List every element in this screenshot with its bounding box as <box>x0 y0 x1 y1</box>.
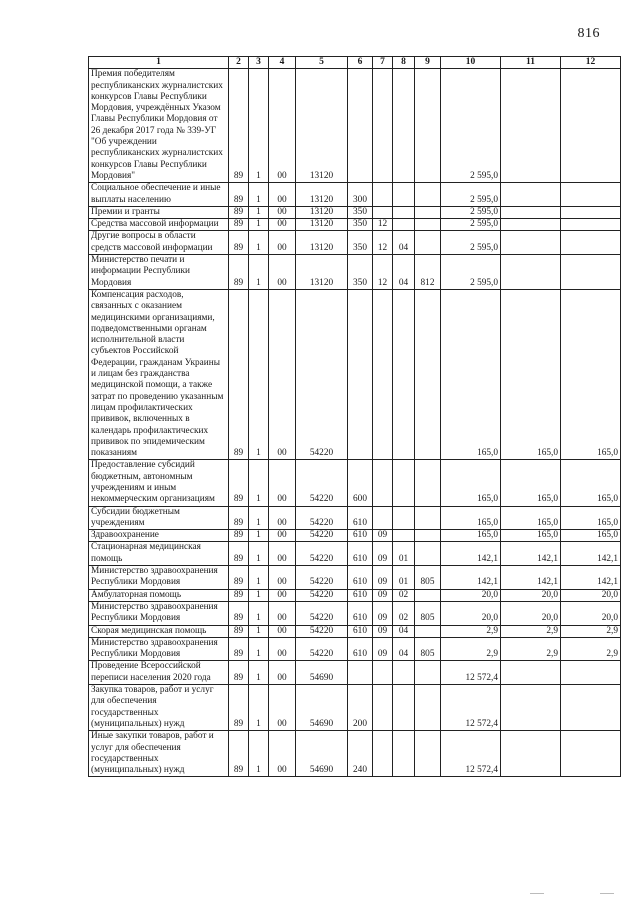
cell-col-6 <box>348 661 373 685</box>
cell-col-7 <box>373 206 393 218</box>
cell-col-7 <box>373 506 393 530</box>
cell-col-11: 165,0 <box>501 506 561 530</box>
cell-col-11 <box>501 685 561 731</box>
row-name: Премии и гранты <box>89 206 229 218</box>
table-row <box>89 231 621 255</box>
cell-col-2: 89 <box>229 231 249 255</box>
cell-col-11 <box>501 231 561 255</box>
cell-col-2: 89 <box>229 289 249 459</box>
cell-col-7: 09 <box>373 601 393 625</box>
column-header-7: 7 <box>373 57 393 69</box>
cell-col-4: 00 <box>269 731 296 777</box>
cell-col-4: 00 <box>269 530 296 542</box>
cell-col-5: 54220 <box>296 542 348 566</box>
cell-col-12 <box>561 69 621 183</box>
cell-col-10: 2 595,0 <box>441 219 501 231</box>
cell-col-12 <box>561 231 621 255</box>
row-name: Скорая медицинская помощь <box>89 625 229 637</box>
cell-col-4: 00 <box>269 601 296 625</box>
row-name: Министерство здравоохранения Республики Мордовия <box>89 566 229 590</box>
cell-col-7 <box>373 460 393 506</box>
cell-col-4: 00 <box>269 685 296 731</box>
cell-col-2: 89 <box>229 460 249 506</box>
cell-col-8 <box>393 731 415 777</box>
cell-col-2: 89 <box>229 69 249 183</box>
cell-col-6: 350 <box>348 231 373 255</box>
column-header-1: 1 <box>89 57 229 69</box>
cell-col-2: 89 <box>229 530 249 542</box>
cell-col-6: 610 <box>348 601 373 625</box>
table-row <box>89 637 621 661</box>
cell-col-9 <box>415 231 441 255</box>
cell-col-12: 142,1 <box>561 566 621 590</box>
cell-col-5: 54220 <box>296 589 348 601</box>
cell-col-2: 89 <box>229 661 249 685</box>
cell-col-11 <box>501 183 561 207</box>
cell-col-5: 13120 <box>296 206 348 218</box>
row-name: Амбулаторная помощь <box>89 589 229 601</box>
table-row <box>89 255 621 290</box>
cell-col-9 <box>415 289 441 459</box>
cell-col-12 <box>561 661 621 685</box>
row-name: Социальное обеспечение и иные выплаты населению <box>89 183 229 207</box>
cell-col-5: 13120 <box>296 219 348 231</box>
cell-col-10: 165,0 <box>441 530 501 542</box>
cell-col-9: 805 <box>415 566 441 590</box>
cell-col-5: 13120 <box>296 69 348 183</box>
cell-col-7: 09 <box>373 530 393 542</box>
cell-col-3: 1 <box>249 460 269 506</box>
cell-col-3: 1 <box>249 566 269 590</box>
cell-col-8 <box>393 530 415 542</box>
cell-col-7: 09 <box>373 637 393 661</box>
cell-col-10: 12 572,4 <box>441 731 501 777</box>
cell-col-2: 89 <box>229 731 249 777</box>
cell-col-7: 12 <box>373 255 393 290</box>
cell-col-6: 350 <box>348 219 373 231</box>
cell-col-7: 09 <box>373 542 393 566</box>
cell-col-6: 300 <box>348 183 373 207</box>
cell-col-2: 89 <box>229 183 249 207</box>
column-header-10: 10 <box>441 57 501 69</box>
cell-col-8: 04 <box>393 625 415 637</box>
cell-col-9: 805 <box>415 601 441 625</box>
cell-col-11: 20,0 <box>501 601 561 625</box>
cell-col-10: 12 572,4 <box>441 661 501 685</box>
cell-col-7: 09 <box>373 589 393 601</box>
table-row <box>89 589 621 601</box>
cell-col-11: 165,0 <box>501 530 561 542</box>
cell-col-2: 89 <box>229 255 249 290</box>
cell-col-7 <box>373 661 393 685</box>
cell-col-5: 13120 <box>296 231 348 255</box>
cell-col-4: 00 <box>269 289 296 459</box>
column-header-9: 9 <box>415 57 441 69</box>
table-row <box>89 289 621 459</box>
cell-col-9 <box>415 460 441 506</box>
row-name: Закупка товаров, работ и услуг для обеспечения государственных (муниципальных) нужд <box>89 685 229 731</box>
row-name: Стационарная медицинская помощь <box>89 542 229 566</box>
cell-col-2: 89 <box>229 589 249 601</box>
cell-col-9 <box>415 219 441 231</box>
cell-col-10: 2 595,0 <box>441 255 501 290</box>
cell-col-4: 00 <box>269 589 296 601</box>
cell-col-8 <box>393 206 415 218</box>
cell-col-8: 04 <box>393 231 415 255</box>
table-row <box>89 206 621 218</box>
cell-col-12 <box>561 255 621 290</box>
cell-col-3: 1 <box>249 183 269 207</box>
cell-col-3: 1 <box>249 542 269 566</box>
cell-col-8: 04 <box>393 637 415 661</box>
cell-col-2: 89 <box>229 625 249 637</box>
cell-col-7: 12 <box>373 219 393 231</box>
cell-col-9 <box>415 530 441 542</box>
cell-col-5: 54220 <box>296 566 348 590</box>
cell-col-11: 2,9 <box>501 637 561 661</box>
cell-col-2: 89 <box>229 601 249 625</box>
row-name: Субсидии бюджетным учреждениям <box>89 506 229 530</box>
cell-col-9 <box>415 731 441 777</box>
cell-col-11 <box>501 731 561 777</box>
cell-col-7: 09 <box>373 566 393 590</box>
table-row <box>89 625 621 637</box>
cell-col-2: 89 <box>229 542 249 566</box>
cell-col-6: 600 <box>348 460 373 506</box>
cell-col-11: 142,1 <box>501 566 561 590</box>
cell-col-4: 00 <box>269 231 296 255</box>
cell-col-10: 2 595,0 <box>441 69 501 183</box>
cell-col-12: 2,9 <box>561 625 621 637</box>
cell-col-4: 00 <box>269 183 296 207</box>
column-header-2: 2 <box>229 57 249 69</box>
cell-col-4: 00 <box>269 69 296 183</box>
cell-col-8 <box>393 685 415 731</box>
cell-col-5: 13120 <box>296 183 348 207</box>
cell-col-5: 54690 <box>296 731 348 777</box>
cell-col-6 <box>348 289 373 459</box>
cell-col-10: 2 595,0 <box>441 183 501 207</box>
cell-col-12 <box>561 206 621 218</box>
scan-mark <box>530 893 544 894</box>
cell-col-4: 00 <box>269 542 296 566</box>
cell-col-12: 20,0 <box>561 589 621 601</box>
cell-col-12: 142,1 <box>561 542 621 566</box>
cell-col-5: 54220 <box>296 530 348 542</box>
column-header-3: 3 <box>249 57 269 69</box>
row-name: Иные закупки товаров, работ и услуг для обеспечения государственных (муниципальных) нужд <box>89 731 229 777</box>
cell-col-10: 12 572,4 <box>441 685 501 731</box>
cell-col-2: 89 <box>229 685 249 731</box>
cell-col-11 <box>501 69 561 183</box>
cell-col-8 <box>393 219 415 231</box>
cell-col-4: 00 <box>269 460 296 506</box>
cell-col-4: 00 <box>269 219 296 231</box>
cell-col-8 <box>393 183 415 207</box>
cell-col-8 <box>393 460 415 506</box>
cell-col-8: 04 <box>393 255 415 290</box>
cell-col-11 <box>501 661 561 685</box>
cell-col-6: 240 <box>348 731 373 777</box>
cell-col-9 <box>415 542 441 566</box>
cell-col-4: 00 <box>269 637 296 661</box>
cell-col-12 <box>561 685 621 731</box>
table-row <box>89 460 621 506</box>
cell-col-6: 610 <box>348 625 373 637</box>
row-name: Компенсация расходов, связанных с оказанием медицинскими организациями, подведомственными органам исполнительной власти субъектов Российской Федерации, гражданам Украины и лицам без гражданства медицинской помощи, а также затрат по проведению указанным лицам профилактических прививок, включенных в календарь профилактических прививок по эпидемическим показаниям <box>89 289 229 459</box>
cell-col-5: 54690 <box>296 685 348 731</box>
cell-col-5: 54220 <box>296 625 348 637</box>
cell-col-3: 1 <box>249 601 269 625</box>
cell-col-11: 2,9 <box>501 625 561 637</box>
cell-col-9 <box>415 661 441 685</box>
cell-col-6: 610 <box>348 637 373 661</box>
row-name: Другие вопросы в области средств массовой информации <box>89 231 229 255</box>
cell-col-12: 20,0 <box>561 601 621 625</box>
cell-col-8 <box>393 289 415 459</box>
table-row <box>89 601 621 625</box>
cell-col-9: 805 <box>415 637 441 661</box>
cell-col-4: 00 <box>269 661 296 685</box>
table-header-row <box>89 57 621 69</box>
cell-col-3: 1 <box>249 69 269 183</box>
cell-col-2: 89 <box>229 206 249 218</box>
cell-col-6: 610 <box>348 506 373 530</box>
cell-col-8 <box>393 69 415 183</box>
cell-col-6: 610 <box>348 542 373 566</box>
cell-col-11 <box>501 255 561 290</box>
cell-col-10: 2 595,0 <box>441 231 501 255</box>
cell-col-4: 00 <box>269 206 296 218</box>
cell-col-8 <box>393 506 415 530</box>
cell-col-10: 165,0 <box>441 506 501 530</box>
cell-col-6: 610 <box>348 566 373 590</box>
budget-table <box>88 56 621 777</box>
table-row <box>89 685 621 731</box>
cell-col-9 <box>415 69 441 183</box>
cell-col-2: 89 <box>229 566 249 590</box>
cell-col-7 <box>373 183 393 207</box>
table-row <box>89 731 621 777</box>
cell-col-3: 1 <box>249 661 269 685</box>
row-name: Премия победителям республиканских журналистских конкурсов Главы Республики Мордовия, учреждённых Указом Главы Республики Мордовия от 26 декабря 2017 года № 339-УГ "Об учреждении республиканских журналистских конкурсов Главы Республики Мордовия" <box>89 69 229 183</box>
row-name: Министерство печати и информации Республики Мордовия <box>89 255 229 290</box>
cell-col-11 <box>501 206 561 218</box>
cell-col-12 <box>561 731 621 777</box>
cell-col-6: 200 <box>348 685 373 731</box>
cell-col-9 <box>415 506 441 530</box>
cell-col-2: 89 <box>229 637 249 661</box>
cell-col-7 <box>373 69 393 183</box>
cell-col-8: 02 <box>393 589 415 601</box>
cell-col-4: 00 <box>269 255 296 290</box>
cell-col-7 <box>373 289 393 459</box>
table-row <box>89 69 621 183</box>
cell-col-8 <box>393 661 415 685</box>
cell-col-5: 54220 <box>296 506 348 530</box>
cell-col-10: 165,0 <box>441 460 501 506</box>
cell-col-10: 20,0 <box>441 589 501 601</box>
cell-col-3: 1 <box>249 685 269 731</box>
column-header-5: 5 <box>296 57 348 69</box>
cell-col-5: 54220 <box>296 637 348 661</box>
cell-col-9 <box>415 183 441 207</box>
cell-col-3: 1 <box>249 289 269 459</box>
row-name: Министерство здравоохранения Республики Мордовия <box>89 601 229 625</box>
cell-col-3: 1 <box>249 589 269 601</box>
cell-col-5: 54220 <box>296 601 348 625</box>
cell-col-5: 54690 <box>296 661 348 685</box>
table-row <box>89 506 621 530</box>
table-row <box>89 183 621 207</box>
cell-col-12: 165,0 <box>561 506 621 530</box>
cell-col-3: 1 <box>249 530 269 542</box>
table-row <box>89 566 621 590</box>
cell-col-3: 1 <box>249 731 269 777</box>
cell-col-3: 1 <box>249 231 269 255</box>
cell-col-9: 812 <box>415 255 441 290</box>
row-name: Министерство здравоохранения Республики Мордовия <box>89 637 229 661</box>
scan-mark <box>600 893 614 894</box>
cell-col-7 <box>373 685 393 731</box>
cell-col-6: 350 <box>348 206 373 218</box>
cell-col-2: 89 <box>229 219 249 231</box>
row-name: Предоставление субсидий бюджетным, автономным учреждениям и иным некоммерческим организациям <box>89 460 229 506</box>
cell-col-4: 00 <box>269 566 296 590</box>
cell-col-12: 2,9 <box>561 637 621 661</box>
cell-col-10: 2 595,0 <box>441 206 501 218</box>
cell-col-11: 165,0 <box>501 460 561 506</box>
cell-col-3: 1 <box>249 625 269 637</box>
cell-col-4: 00 <box>269 506 296 530</box>
cell-col-11: 142,1 <box>501 542 561 566</box>
cell-col-8: 01 <box>393 566 415 590</box>
table-row <box>89 542 621 566</box>
column-header-8: 8 <box>393 57 415 69</box>
cell-col-10: 20,0 <box>441 601 501 625</box>
page-number: 816 <box>577 26 600 41</box>
cell-col-12 <box>561 219 621 231</box>
cell-col-10: 142,1 <box>441 566 501 590</box>
cell-col-6: 350 <box>348 255 373 290</box>
cell-col-12: 165,0 <box>561 460 621 506</box>
column-header-4: 4 <box>269 57 296 69</box>
column-header-11: 11 <box>501 57 561 69</box>
cell-col-12: 165,0 <box>561 530 621 542</box>
table-row <box>89 530 621 542</box>
cell-col-9 <box>415 625 441 637</box>
cell-col-10: 142,1 <box>441 542 501 566</box>
cell-col-12: 165,0 <box>561 289 621 459</box>
cell-col-2: 89 <box>229 506 249 530</box>
row-name: Здравоохранение <box>89 530 229 542</box>
cell-col-8: 02 <box>393 601 415 625</box>
row-name: Средства массовой информации <box>89 219 229 231</box>
table-row <box>89 661 621 685</box>
cell-col-6 <box>348 69 373 183</box>
cell-col-5: 54220 <box>296 460 348 506</box>
cell-col-5: 54220 <box>296 289 348 459</box>
column-header-12: 12 <box>561 57 621 69</box>
cell-col-7 <box>373 731 393 777</box>
column-header-6: 6 <box>348 57 373 69</box>
cell-col-11 <box>501 219 561 231</box>
cell-col-10: 2,9 <box>441 625 501 637</box>
cell-col-5: 13120 <box>296 255 348 290</box>
cell-col-11: 165,0 <box>501 289 561 459</box>
cell-col-11: 20,0 <box>501 589 561 601</box>
cell-col-3: 1 <box>249 206 269 218</box>
cell-col-8: 01 <box>393 542 415 566</box>
cell-col-9 <box>415 589 441 601</box>
cell-col-3: 1 <box>249 219 269 231</box>
cell-col-10: 165,0 <box>441 289 501 459</box>
cell-col-9 <box>415 685 441 731</box>
cell-col-3: 1 <box>249 255 269 290</box>
cell-col-7: 09 <box>373 625 393 637</box>
row-name: Проведение Всероссийской переписи населения 2020 года <box>89 661 229 685</box>
cell-col-3: 1 <box>249 637 269 661</box>
cell-col-9 <box>415 206 441 218</box>
cell-col-3: 1 <box>249 506 269 530</box>
cell-col-7: 12 <box>373 231 393 255</box>
cell-col-4: 00 <box>269 625 296 637</box>
cell-col-12 <box>561 183 621 207</box>
cell-col-6: 610 <box>348 530 373 542</box>
table-row <box>89 219 621 231</box>
cell-col-6: 610 <box>348 589 373 601</box>
cell-col-10: 2,9 <box>441 637 501 661</box>
